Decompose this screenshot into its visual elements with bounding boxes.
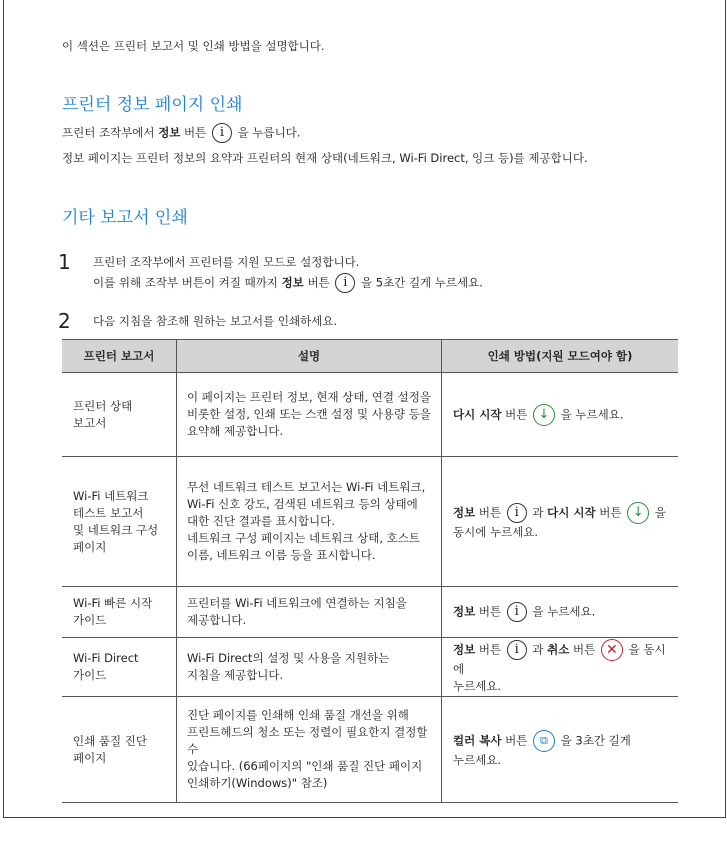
section-heading-other-reports: 기타 보고서 인쇄 (62, 208, 188, 228)
step-number-1: 1 (58, 250, 71, 274)
print-info-description: 정보 페이지는 프린터 정보의 요약과 프린터의 현재 상태(네트워크, Wi-Fi Direct, 잉크 등)를 제공합니다. (62, 151, 588, 165)
report-description: 이 페이지는 프린터 정보, 현재 상태, 연결 설정을 비롯한 설정, 인쇄 또는 스캔 설정 및 사용량 등을 요약해 제공합니다. (177, 373, 442, 457)
info-button-icon: i (335, 273, 355, 293)
info-button-icon: i (507, 503, 527, 523)
report-name: Wi-Fi 빠른 시작 가이드 (62, 587, 177, 638)
color-copy-button-icon: ⧉ (533, 730, 555, 752)
start-button-icon: ↓ (533, 404, 555, 426)
table-row (62, 457, 678, 587)
info-button-icon: i (507, 602, 527, 622)
table-header-row (62, 340, 678, 373)
print-info-instruction: 프린터 조작부에서 정보 버튼 i 을 누릅니다. (62, 123, 300, 143)
report-name: Wi-Fi Direct 가이드 (62, 638, 177, 697)
report-print-method: 컬러 복사 버튼 ⧉ 을 3초간 길게 누르세요. (442, 697, 679, 803)
intro-text: 이 섹션은 프린터 보고서 및 인쇄 방법을 설명합니다. (62, 39, 325, 53)
step-1-text: 프린터 조작부에서 프린터를 지원 모드로 설정합니다. 이를 위해 조작부 버튼이 켜질 때까지 정보 버튼 i 을 5초간 길게 누르세요. (93, 253, 483, 293)
header-print-method: 인쇄 방법(지원 모드여야 함) (442, 340, 679, 373)
table-row (62, 638, 678, 697)
report-print-method: 정보 버튼 i 을 누르세요. (442, 587, 679, 638)
report-name: 프린터 상태 보고서 (62, 373, 177, 457)
info-button-icon: i (507, 640, 527, 660)
report-print-method: 정보 버튼 i 과 다시 시작 버튼 ↓ 을 동시에 누르세요. (442, 457, 679, 587)
report-description: 프린터를 Wi-Fi 네트워크에 연결하는 지침을 제공합니다. (177, 587, 442, 638)
step-number-2: 2 (58, 309, 71, 333)
section-heading-print-info: 프린터 정보 페이지 인쇄 (62, 95, 243, 115)
cancel-button-icon: ✕ (601, 639, 623, 661)
reports-table (62, 339, 678, 803)
report-name: Wi-Fi 네트워크 테스트 보고서 및 네트워크 구성 페이지 (62, 457, 177, 587)
report-print-method: 정보 버튼 i 과 취소 버튼 ✕ 을 동시에 누르세요. (442, 638, 679, 697)
info-button-icon: i (212, 123, 232, 143)
step-2-text: 다음 지침을 참조해 원하는 보고서를 인쇄하세요. (93, 314, 338, 328)
report-print-method: 다시 시작 버튼 ↓ 을 누르세요. (442, 373, 679, 457)
report-description: 무선 네트워크 테스트 보고서는 Wi-Fi 네트워크, Wi-Fi 신호 강도, 검색된 네트워크 등의 상태에 대한 진단 결과를 표시합니다. 네트워크 구성 페이지는 네트워크 상태, 호스트 이름, 네트워크 이름 등을 표시합니다. (177, 457, 442, 587)
header-report: 프린터 보고서 (62, 340, 177, 373)
report-description: 진단 페이지를 인쇄해 인쇄 품질 개선을 위해 프린트헤드의 청소 또는 정렬이 필요한지 결정할 수 있습니다. (66페이지의 "인쇄 품질 진단 페이지 인쇄하기(Windows)" 참조) (177, 697, 442, 803)
header-description: 설명 (177, 340, 442, 373)
report-name: 인쇄 품질 진단 페이지 (62, 697, 177, 803)
table-row (62, 697, 678, 803)
table-row (62, 587, 678, 638)
start-button-icon: ↓ (627, 502, 649, 524)
table-row (62, 373, 678, 457)
report-description: Wi-Fi Direct의 설정 및 사용을 지원하는 지침을 제공합니다. (177, 638, 442, 697)
